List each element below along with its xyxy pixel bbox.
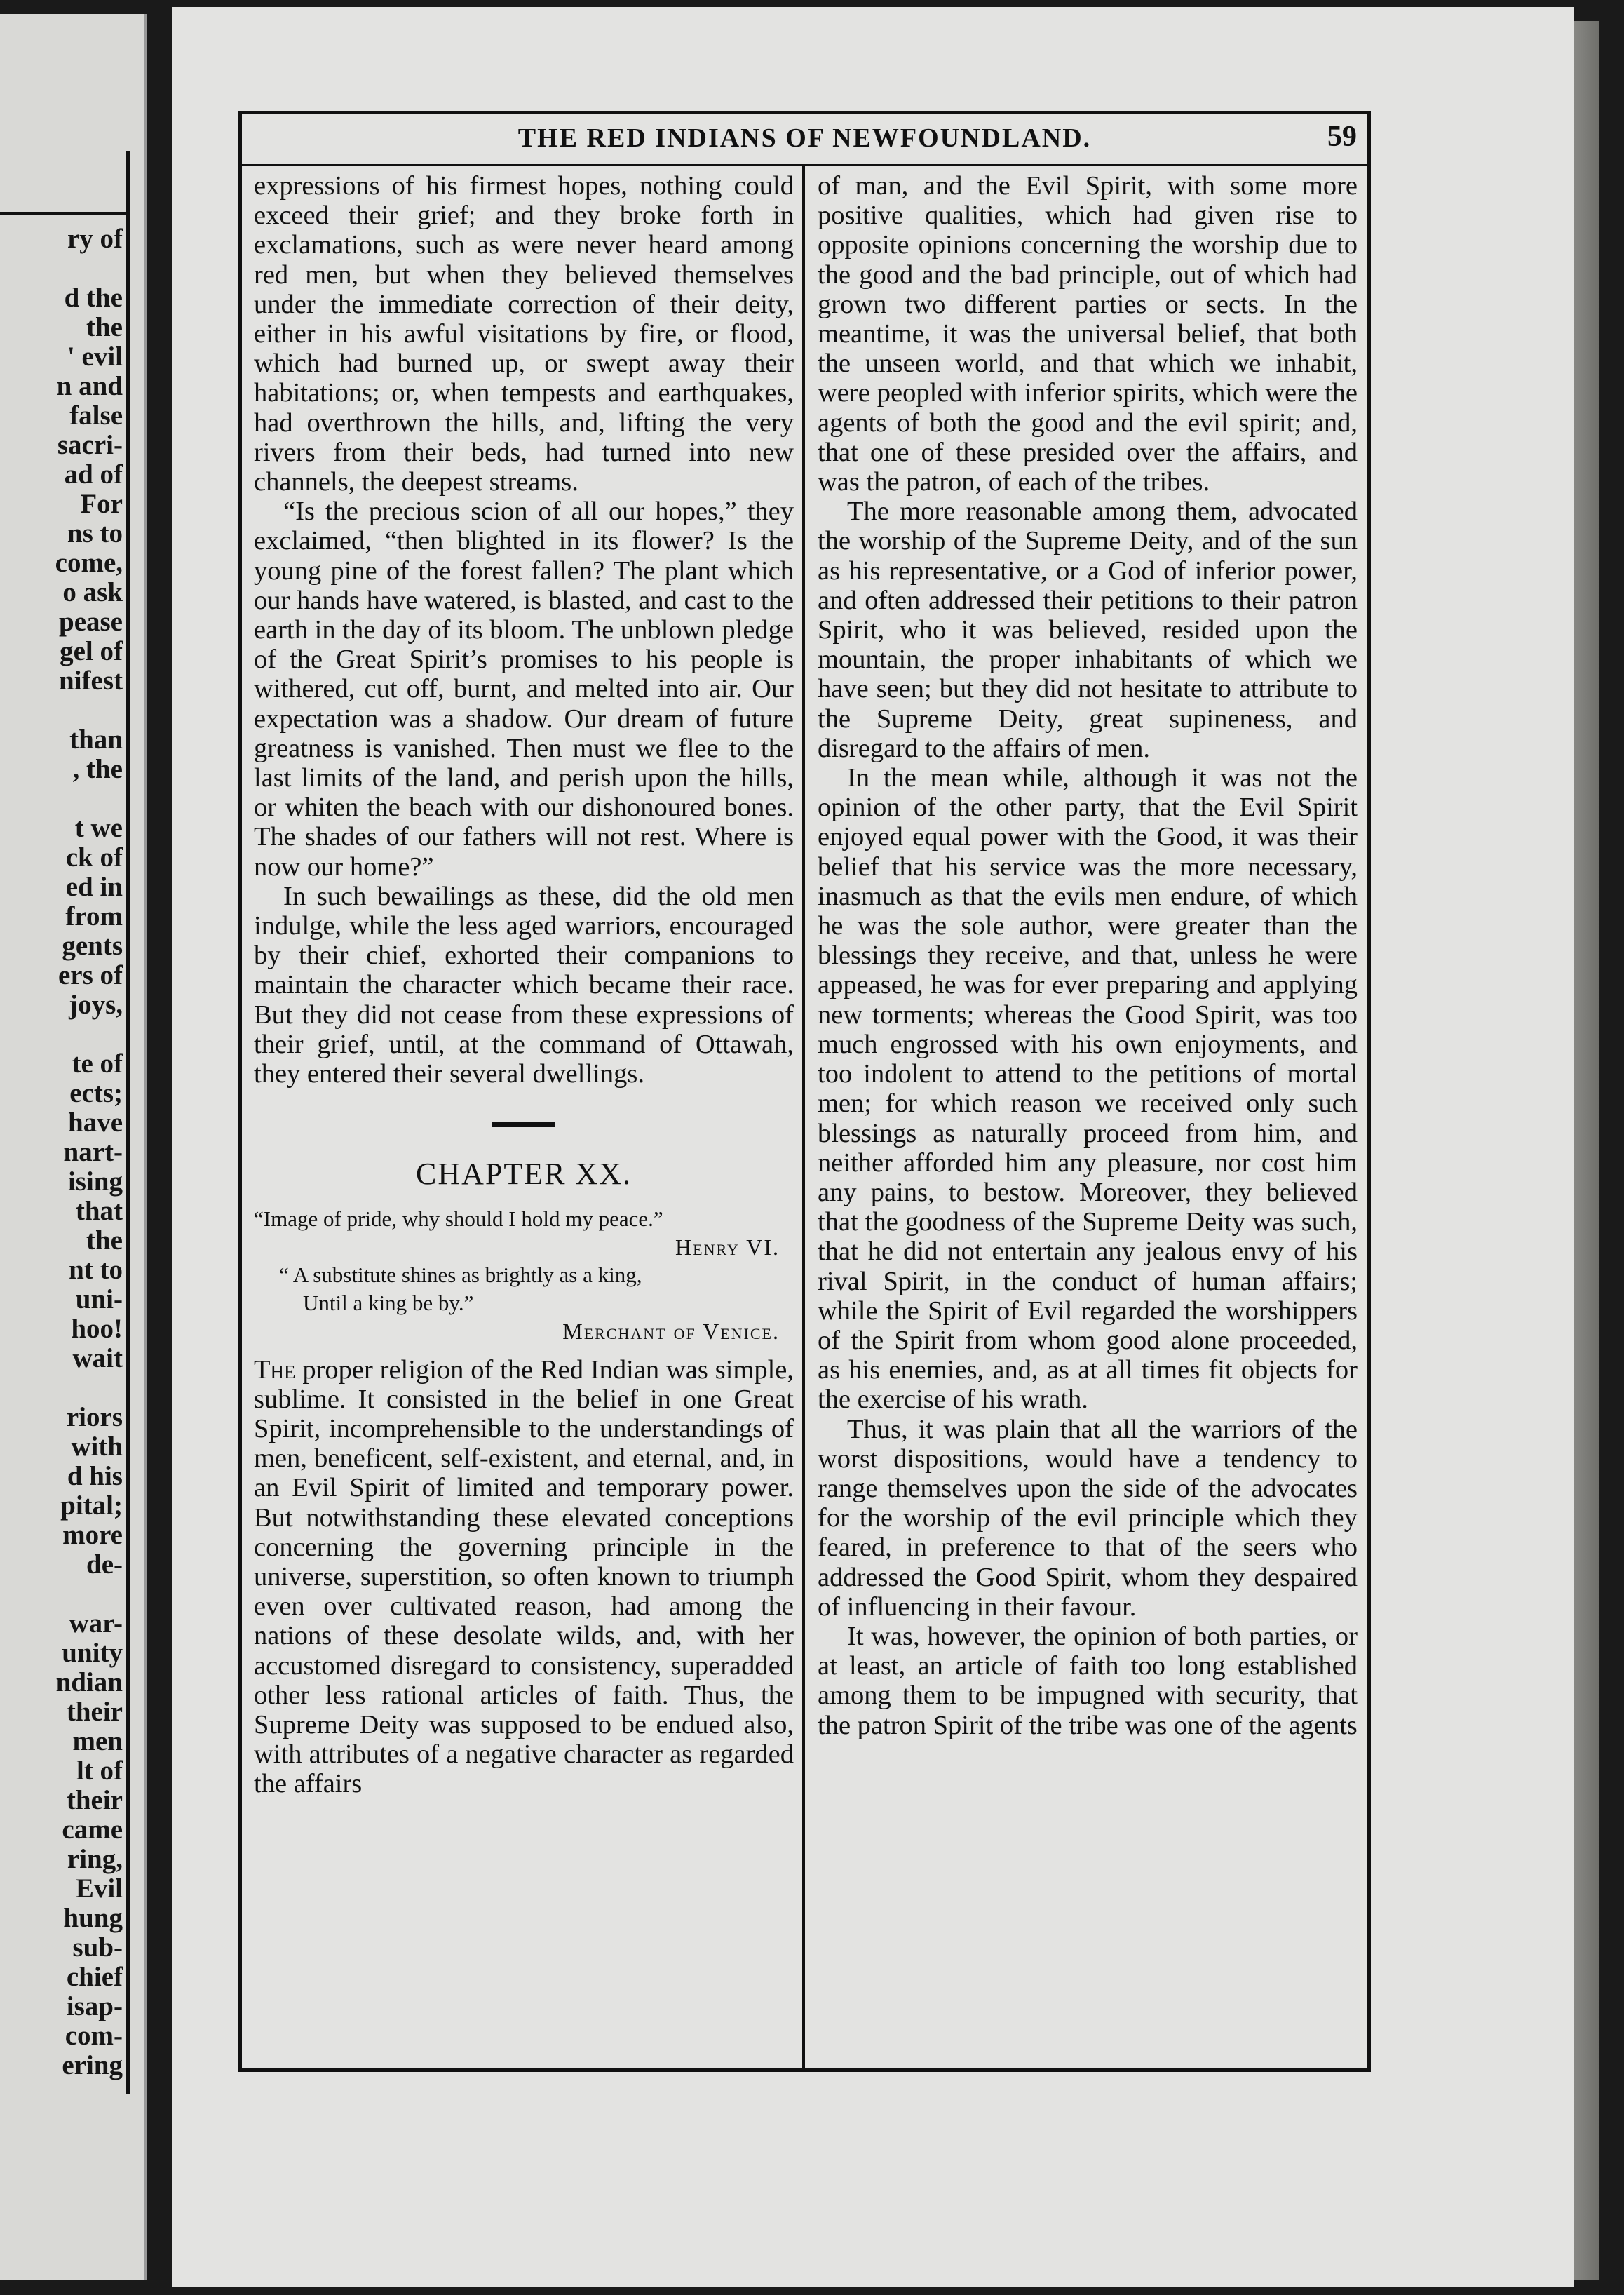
epigraph-source: Henry VI.: [675, 1234, 780, 1260]
paragraph: In the mean while, although it was not the opinion of the other party, that the Evil Spirit enjoyed equal power with the Good, it was their belief that his service was the more necessary, inasmuch as that the evils men endure, of which he was the sole author, were greater than the blessings they receive, and that, unless he were appeased, he was for ever preparing and applying new torments; whereas the Good Spirit, was too much engrossed with his own enjoyments, and too indolent to attend to the petitions of mortal men; for which reason we received only such blessings as naturally proceed from him, and neither afforded him any pleasure, nor cost him any pains, to bestow. Moreover, they believed that the goodness of the Supreme Deity was such, that he did not entertain any jealous envy of his rival Spirit, in the conduct of human affairs; while the Spirit of Evil regarded the worshippers of the Spirit from whom good alone proceeded, as his enemies, and, as at all times fit objects for the exercise of his wrath.: [818, 763, 1358, 1415]
previous-page-line: d his: [67, 1461, 123, 1491]
previous-page-line: ed in: [65, 872, 123, 902]
previous-page-line: ad of: [64, 459, 123, 490]
previous-page-line: com-: [65, 2021, 123, 2051]
epigraph-quote: Until a king be by.”: [303, 1290, 474, 1315]
previous-page-line: [11, 696, 123, 725]
previous-page-line: de-: [86, 1549, 123, 1580]
previous-page-column-rule: [126, 151, 130, 2094]
previous-page-line: come,: [55, 548, 123, 578]
previous-page-line: hung: [63, 1903, 123, 1933]
paragraph: of man, and the Evil Spirit, with some more positive qualities, which had given rise to opposite opinions concerning the worship due to the good and the bad principle, out of which had grown two different parties or sects. In the meantime, it was the universal belief, that both the unseen world, and that which we inhabit, were peopled with inferior spirits, which were the agents of both the good and the evil spirit; and, that one of these presided over the affairs, and was the patron, of each of the tribes.: [818, 171, 1358, 497]
paragraph: The more reasonable among them, advocated the worship of the Supreme Deity, and of the sun as his representative, or a God of inferior power, and often addressed their petitions to their patron Spirit, who it was believed, resided upon the mountain, the proper inhabitants of which we have seen; but they did not hesitate to attribute to the Supreme Deity, great supineness, and disregard to the affairs of men.: [818, 497, 1358, 763]
previous-page-line: nt to: [69, 1255, 123, 1285]
previous-page-line: uni-: [75, 1284, 123, 1314]
previous-page-line: n and: [56, 371, 123, 401]
paragraph-lead: The: [254, 1354, 296, 1385]
previous-page-line: wait: [72, 1343, 123, 1373]
previous-page-line: [11, 1580, 123, 1609]
previous-page-line: with: [71, 1432, 123, 1462]
previous-page-line: Evil: [75, 1873, 123, 1904]
previous-page-line: ck of: [65, 842, 123, 873]
previous-page-line: o ask: [62, 577, 123, 607]
previous-page-line: have: [68, 1108, 123, 1138]
previous-page-line: sacri-: [57, 430, 123, 460]
running-title: THE RED INDIANS OF NEWFOUNDLAND.: [517, 123, 1092, 153]
previous-page-header-rule: [0, 212, 130, 215]
left-column: [254, 171, 794, 1799]
previous-page-line: gents: [62, 931, 123, 961]
previous-page-line: unity: [62, 1638, 123, 1668]
previous-page-line: [11, 1020, 123, 1049]
page-number: 59: [1327, 121, 1357, 153]
right-column: [818, 171, 1358, 1740]
previous-page-line: ering: [62, 2050, 123, 2080]
column-divider: [802, 166, 805, 2068]
previous-page-line: te of: [72, 1049, 123, 1079]
previous-page-line: more: [62, 1520, 123, 1550]
epigraph-quote: “Image of pride, why should I hold my peace.”: [254, 1206, 663, 1231]
previous-page-line: ns to: [67, 518, 123, 548]
previous-page-line: gel of: [60, 636, 123, 666]
chapter-title: CHAPTER XX.: [415, 1157, 632, 1192]
previous-page-line: the: [86, 312, 123, 342]
epigraph-source: Merchant of Venice.: [562, 1318, 780, 1344]
previous-page-line: ising: [67, 1166, 123, 1197]
previous-page-line: [11, 254, 123, 283]
previous-page-line: false: [69, 401, 123, 431]
previous-page-text-fragments: [11, 224, 123, 2080]
previous-page-line: hoo!: [71, 1314, 123, 1344]
paragraph: Thus, it was plain that all the warriors of the worst dispositions, would have a tendency to range themselves upon the side of the advocates for the worship of the evil principle which they feared, in preference to that of the seers who addressed the Good Spirit, whom they despaired of influencing in their favour.: [818, 1414, 1358, 1622]
previous-page-line: sub-: [72, 1932, 123, 1963]
previous-page-line: ry of: [67, 224, 123, 254]
previous-page-line: men: [72, 1726, 123, 1756]
header-rule: [242, 164, 1369, 166]
previous-page-line: than: [69, 725, 123, 755]
previous-page-line: pease: [59, 607, 123, 637]
previous-page-line: war-: [69, 1608, 123, 1638]
previous-page-line: the: [86, 1225, 123, 1256]
previous-page-line: chief: [66, 1962, 123, 1992]
previous-page-line: d the: [64, 283, 123, 313]
previous-page-line: [11, 1373, 123, 1403]
previous-page-fragment: [0, 14, 147, 2280]
previous-page-line: For: [80, 489, 123, 519]
previous-page-line: ' evil: [67, 342, 123, 372]
previous-page-line: lt of: [76, 1756, 123, 1786]
epigraph-quote: “ A substitute shines as brightly as a king,: [279, 1262, 642, 1287]
previous-page-line: that: [75, 1196, 123, 1226]
paragraph: expressions of his firmest hopes, nothing could exceed their grief; and they broke forth in exclamations, such as were never heard among red men, but when they believed themselves under the immediate correction of their deity, either in his awful visitations by fire, or flood, which had burned up, or swept away their habitations; or, when tempests and earthquakes, had overthrown the hills, and, lifting the very rivers from their beds, had turned into new channels, the deepest streams.: [254, 171, 794, 497]
previous-page-line: their: [66, 1697, 123, 1727]
previous-page-line: from: [65, 901, 123, 931]
previous-page-line: came: [62, 1815, 123, 1845]
previous-page-line: ers of: [57, 960, 123, 990]
previous-page-line: isap-: [66, 1991, 123, 2021]
previous-page-line: ects;: [69, 1078, 123, 1108]
previous-page-line: t we: [74, 813, 123, 843]
previous-page-line: ndian: [55, 1667, 123, 1697]
paragraph-text: proper religion of the Red Indian was simple, sublime. It consisted in the belief in one Great Spirit, incomprehensible to the understandings of men, beneficent, self-existent, and eternal, and, in an Evil Spirit of limited and temporary power. But notwithstanding these elevated conceptions concerning the governing principle in the universe, superstition, so often known to triumph even over cultivated reason, had among the nations of these desolate wilds, and, with her accustomed disregard to consistency, superadded other less rational articles of faith. Thus, the Supreme Deity was supposed to be endued also, with attributes of a negative character as regarded the affairs: [254, 1354, 794, 1799]
previous-page-line: pital;: [60, 1490, 123, 1521]
previous-page-line: joys,: [69, 990, 123, 1020]
previous-page-line: riors: [66, 1402, 123, 1432]
paragraph: “Is the precious scion of all our hopes,” they exclaimed, “then blighted in its flower? Is the young pine of the forest fallen? The plant which our hands have watered, is blasted, and cast to the earth in the day of its bloom. The unblown pledge of the Great Spirit’s promises to his people is withered, cut off, burnt, and melted into air. Our expectation was a shadow. Our dream of future greatness is vanished. Then must we flee to the last limits of the land, and perish upon the hills, or whiten the beach with our dishonoured bones. The shades of our fathers will not rest. Where is now our home?”: [254, 497, 794, 882]
previous-page-line: nart-: [63, 1137, 123, 1167]
paragraph: It was, however, the opinion of both parties, or at least, an article of faith too long established among them to be impugned with security, that the patron Spirit of the tribe was one of the agents: [818, 1621, 1358, 1740]
paragraph: In such bewailings as these, did the old men indulge, while the less aged warriors, encouraged by their chief, exhorted their companions to maintain the character which became their race. But they did not cease from these expressions of their grief, until, at the command of Ottawah, they entered their several dwellings.: [254, 881, 794, 1089]
page-header: [238, 116, 1371, 165]
previous-page-line: nifest: [59, 666, 123, 696]
previous-page-line: [11, 784, 123, 814]
previous-page-line: , the: [72, 754, 123, 784]
previous-page-line: their: [66, 1785, 123, 1815]
section-ornament: [492, 1122, 555, 1127]
previous-page-line: ring,: [67, 1844, 123, 1874]
paragraph: [254, 1355, 794, 1799]
